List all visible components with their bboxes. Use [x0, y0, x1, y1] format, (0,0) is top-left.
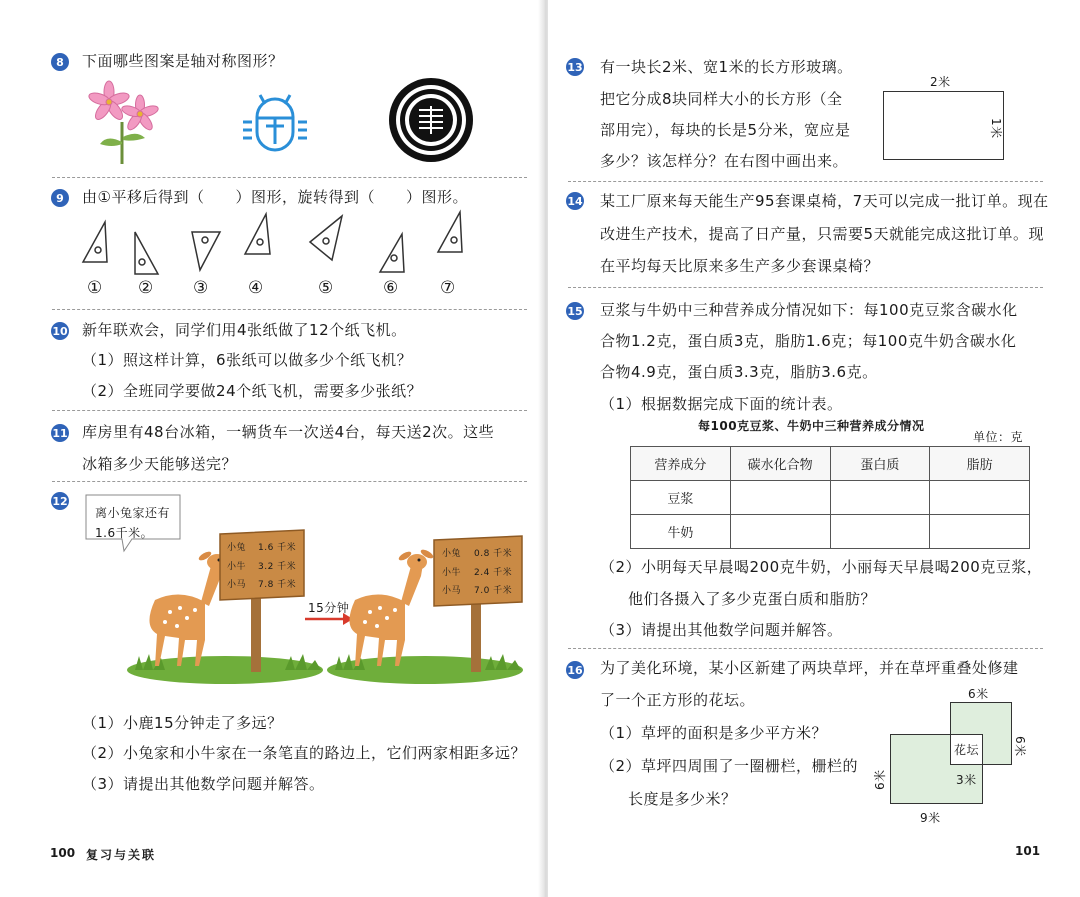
question-15-sub3: （3）请提出其他数学问题并解答。 [600, 621, 843, 639]
sign1-row3-dist: 7.8 千米 [258, 580, 297, 590]
question-11-line2: 冰箱多少天能够送完？ [82, 455, 238, 473]
table-cell-empty[interactable] [930, 481, 1030, 515]
nutrition-table [630, 446, 1030, 549]
table-row [631, 515, 1030, 549]
table-header: 脂肪 [930, 447, 1030, 481]
sign1-row1-dist: 1.6 千米 [258, 543, 297, 553]
question-15-line1: 豆浆与牛奶中三种营养成分情况如下：每100克豆浆含碳水化 [600, 301, 1018, 319]
separator [52, 410, 527, 411]
sign2-row2-dist: 2.4 千米 [474, 568, 513, 578]
sign2-row3-dist: 7.0 千米 [474, 586, 513, 596]
question-12-sub3: （3）请提出其他数学问题并解答。 [82, 775, 325, 793]
question-15-sub1: （1）根据数据完成下面的统计表。 [600, 395, 843, 413]
table-cell-empty[interactable] [830, 515, 930, 549]
question-16-sub2-line2: 长度是多少米？ [628, 790, 737, 808]
table-row [631, 481, 1030, 515]
question-16-sub1: （1）草坪的面积是多少平方米？ [600, 724, 828, 742]
row-label: 豆浆 [631, 481, 731, 515]
glass-dim-top: 2米 [930, 75, 951, 89]
sign1-row2-name: 小牛 [227, 562, 247, 572]
table-title: 每100克豆浆、牛奶中三种营养成分情况 [698, 419, 925, 433]
separator [568, 287, 1043, 288]
right-page [548, 0, 1080, 897]
question-number-13: 13 [566, 58, 584, 76]
page-number-right: 101 [1015, 844, 1041, 858]
row-label: 牛奶 [631, 515, 731, 549]
figure-label-2: ② [138, 278, 154, 298]
question-number-12: 12 [51, 492, 69, 510]
question-10-sub1: （1）照这样计算，6张纸可以做多少个纸飞机？ [82, 351, 413, 369]
lawn-dim-bottom: 9米 [920, 811, 941, 825]
question-14-line3: 在平均每天比原来多生产多少套课桌椅？ [600, 257, 880, 275]
separator [52, 481, 527, 482]
question-11-line1: 库房里有48台冰箱，一辆货车一次送4台，每天送2次。这些 [82, 423, 495, 441]
sign2-row1-dist: 0.8 千米 [474, 549, 513, 559]
flower-bed-dim: 3米 [956, 773, 977, 787]
question-16-line1: 为了美化环境，某小区新建了两块草坪，并在草坪重叠处修建 [600, 659, 1019, 677]
question-number-15: 15 [566, 302, 584, 320]
question-number-14: 14 [566, 192, 584, 210]
question-number-10: 10 [51, 322, 69, 340]
table-header: 蛋白质 [830, 447, 930, 481]
glass-dim-side: 1米 [989, 118, 1003, 139]
question-15-sub2-line2: 他们各摄入了多少克蛋白质和脂肪？ [628, 590, 877, 608]
lawn-dim-left: 6米 [873, 769, 887, 790]
question-13-line2: 把它分成8块同样大小的长方形（全 [600, 90, 843, 108]
question-8-text: 下面哪些图案是轴对称图形？ [82, 52, 284, 70]
question-12-sub2: （2）小兔家和小牛家在一条笔直的路边上，它们两家相距多远？ [82, 744, 527, 762]
table-cell-empty[interactable] [730, 515, 830, 549]
footer-label: 复习与关联 [86, 848, 157, 862]
question-number-8: 8 [51, 53, 69, 71]
question-10-text: 新年联欢会，同学们用4张纸做了12个纸飞机。 [82, 321, 407, 339]
question-14-line1: 某工厂原来每天能生产95套课桌椅，7天可以完成一批订单。现在 [600, 192, 1049, 210]
question-16-line2: 了一个正方形的花坛。 [600, 691, 756, 709]
sign2-row2-name: 小牛 [442, 568, 462, 578]
question-12-sub1: （1）小鹿15分钟走了多远？ [82, 714, 283, 732]
question-13-line4: 多少？该怎样分？在右图中画出来。 [600, 152, 849, 170]
speech-bubble-line1: 离小兔家还有 [95, 506, 171, 520]
table-header-row [631, 447, 1030, 481]
table-unit: 单位：克 [973, 430, 1024, 444]
paper-cut-illustration [385, 74, 477, 166]
question-13-line1: 有一块长2米、宽1米的长方形玻璃。 [600, 58, 853, 76]
flower-illustration [85, 82, 165, 166]
triangle-figures [80, 212, 480, 277]
figure-label-4: ④ [248, 278, 264, 298]
question-number-16: 16 [566, 661, 584, 679]
question-number-9: 9 [51, 189, 69, 207]
sign2-row1-name: 小兔 [442, 549, 462, 559]
separator [568, 648, 1043, 649]
separator [52, 309, 527, 310]
table-header: 碳水化合物 [730, 447, 830, 481]
speech-bubble-line2: 1.6千米。 [95, 526, 154, 540]
question-14-line2: 改进生产技术，提高了日产量，只需要5天就能完成这批订单。现 [600, 225, 1045, 243]
separator [568, 181, 1043, 182]
separator [52, 177, 527, 178]
sign1-row2-dist: 3.2 千米 [258, 562, 297, 572]
question-15-line2: 合物1.2克，蛋白质3克，脂肪1.6克；每100克牛奶含碳水化 [600, 332, 1017, 350]
question-13-line3: 部用完），每块的长是5分米，宽应是 [600, 121, 851, 139]
question-number-11: 11 [51, 424, 69, 442]
figure-label-3: ③ [193, 278, 209, 298]
lawn-dim-top: 6米 [968, 687, 989, 701]
question-10-sub2: （2）全班同学要做24个纸飞机，需要多少张纸？ [82, 382, 423, 400]
sign1-row1-name: 小兔 [227, 543, 247, 553]
figure-label-5: ⑤ [318, 278, 334, 298]
flower-bed-label: 花坛 [954, 743, 980, 757]
table-cell-empty[interactable] [830, 481, 930, 515]
figure-label-7: ⑦ [440, 278, 456, 298]
beetle-illustration [240, 92, 310, 154]
figure-label-6: ⑥ [383, 278, 399, 298]
question-15-sub2-line1: （2）小明每天早晨喝200克牛奶，小丽每天早晨喝200克豆浆， [600, 558, 1043, 576]
table-header: 营养成分 [631, 447, 731, 481]
table-cell-empty[interactable] [930, 515, 1030, 549]
figure-label-1: ① [87, 278, 103, 298]
question-9-text: 由①平移后得到（ ）图形，旋转得到（ ）图形。 [82, 188, 468, 206]
sign1-row3-name: 小马 [227, 580, 247, 590]
question-15-line3: 合物4.9克，蛋白质3.3克，脂肪3.6克。 [600, 363, 878, 381]
page-number-left: 100 [50, 846, 76, 860]
arrow-label: 15分钟 [308, 601, 350, 615]
sign2-row3-name: 小马 [442, 586, 462, 596]
lawn-dim-right: 6米 [1013, 736, 1027, 757]
table-cell-empty[interactable] [730, 481, 830, 515]
question-16-sub2-line1: （2）草坪四周围了一圈栅栏，栅栏的 [600, 757, 859, 775]
